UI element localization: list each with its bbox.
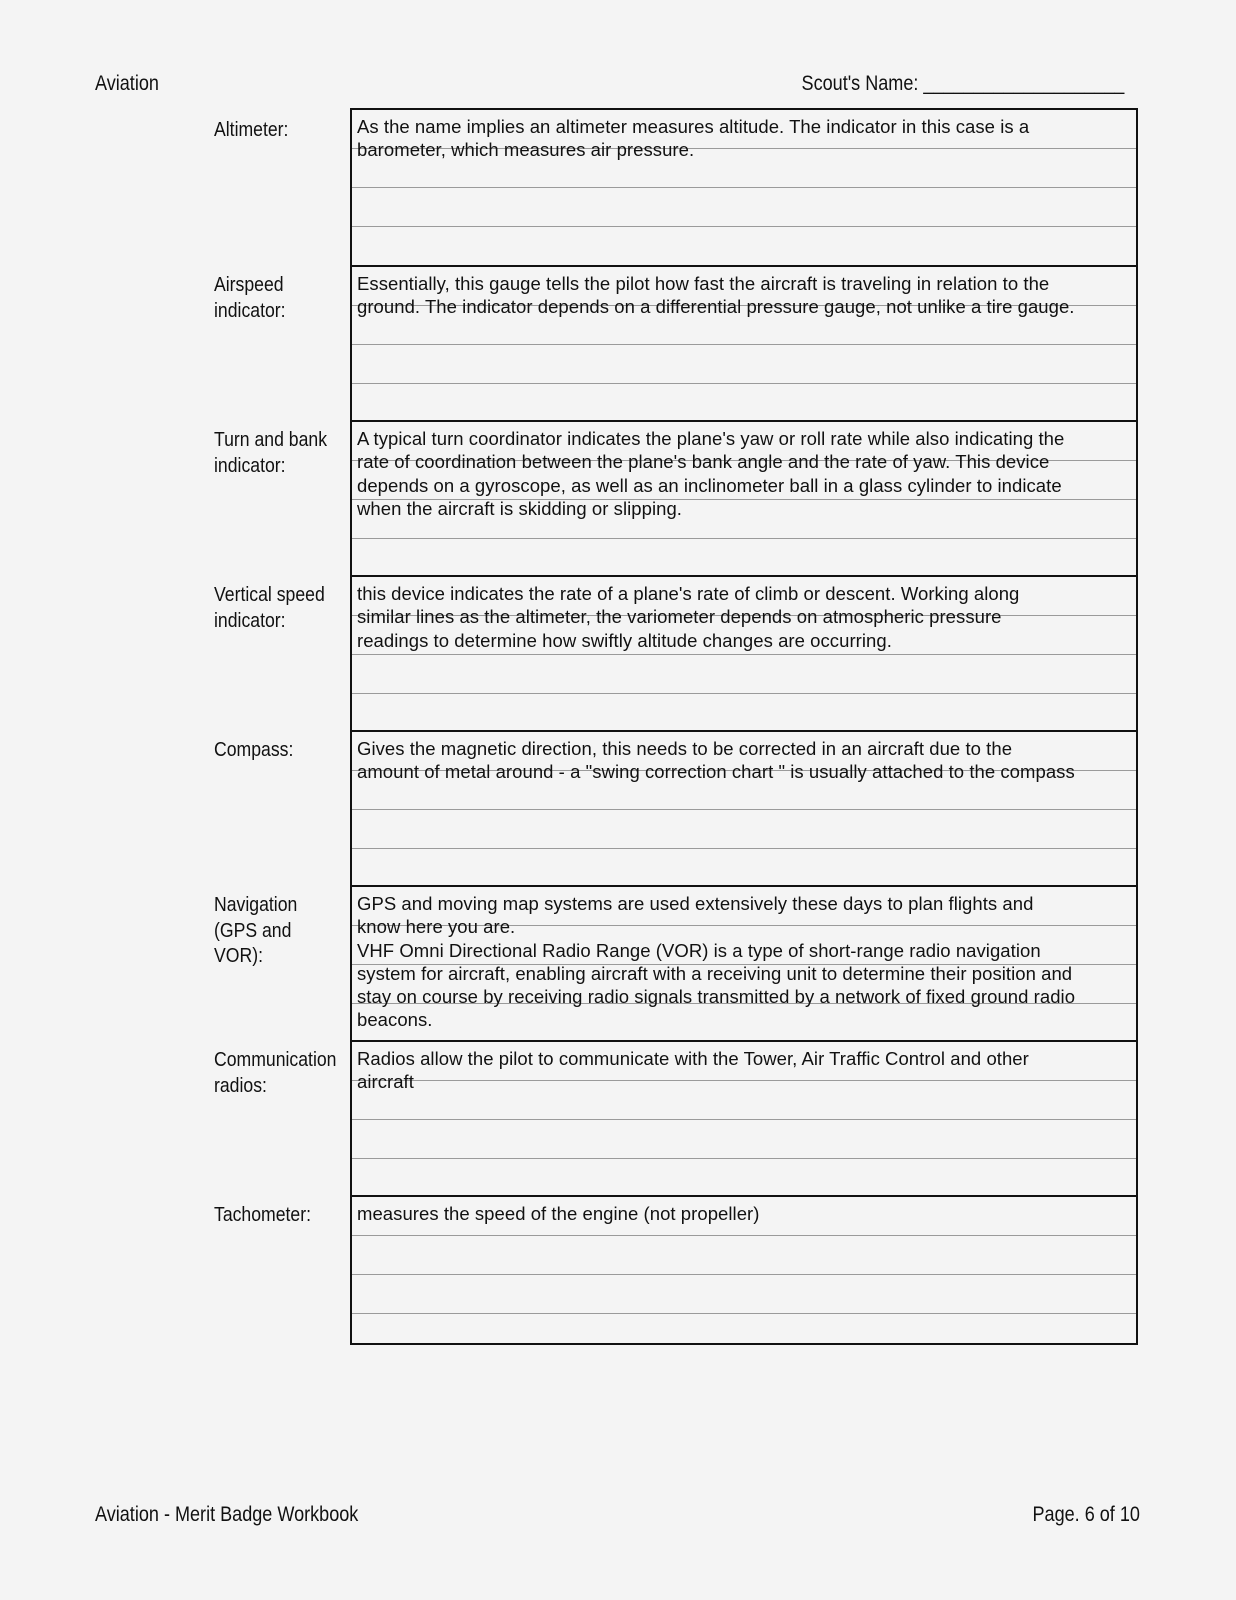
label-turn-bank: Turn and bank indicator: [214,428,328,477]
section-tachometer [352,1195,1136,1350]
label-compass: Compass: [214,738,294,761]
section-airspeed [352,265,1136,420]
page-number: Page. 6 of 10 [1032,1503,1140,1526]
answer-sheet [350,108,1138,1345]
section-communication [352,1040,1136,1195]
label-altimeter: Altimeter: [214,118,289,141]
section-compass [352,730,1136,885]
scout-name-field[interactable]: Scout's Name: ____________________ [801,72,1124,95]
label-communication: Communication radios: [214,1048,337,1097]
answer-communication[interactable]: Radios allow the pilot to communicate with the Tower, Air Traffic Control and other aircraft [357,1048,1029,1093]
answer-altimeter[interactable]: As the name implies an altimeter measures altitude. The indicator in this case is a barometer, which measures air pressure. [357,116,1030,161]
section-turn-bank [352,420,1136,575]
label-airspeed: Airspeed indicator: [214,273,286,322]
footer-title: Aviation - Merit Badge Workbook [95,1503,359,1526]
section-altimeter [352,110,1136,265]
answer-turn-bank[interactable]: A typical turn coordinator indicates the plane's yaw or roll rate while also indicating the rate of coordination between the plane's bank angle and the rate of yaw. This device depends on a gyroscope, as well as an inclinometer ball in a glass cylinder to indicate when the aircraft is skidding or slipping. [357,428,1065,519]
answer-vertical-speed[interactable]: this device indicates the rate of a plane's rate of climb or descent. Working along similar lines as the altimeter, the variometer depends on atmospheric pressure readings to determine how swiftly altitude changes are occurring. [357,583,1020,651]
label-navigation: Navigation (GPS and VOR): [214,893,298,967]
section-vertical-speed [352,575,1136,730]
answer-navigation[interactable]: GPS and moving map systems are used extensively these days to plan flights and know here you are. VHF Omni Directional Radio Range (VOR) is a type of short-range radio navigation system for aircraft, enabling aircraft with a receiving unit to determine their position and stay on course by receiving radio signals transmitted by a network of fixed ground radio beacons. [357,893,1076,1031]
label-tachometer: Tachometer: [214,1203,312,1226]
section-navigation [352,885,1136,1040]
answer-airspeed[interactable]: Essentially, this gauge tells the pilot how fast the aircraft is traveling in relation to the ground. The indicator depends on a differential pressure gauge, not unlike a tire gauge. [357,273,1075,318]
header-title: Aviation [95,72,159,95]
answer-compass[interactable]: Gives the magnetic direction, this needs to be corrected in an aircraft due to the amount of metal around - a "swing correction chart " is usually attached to the compass [357,738,1075,783]
answer-tachometer[interactable]: measures the speed of the engine (not propeller) [357,1203,760,1224]
label-vertical-speed: Vertical speed indicator: [214,583,325,632]
